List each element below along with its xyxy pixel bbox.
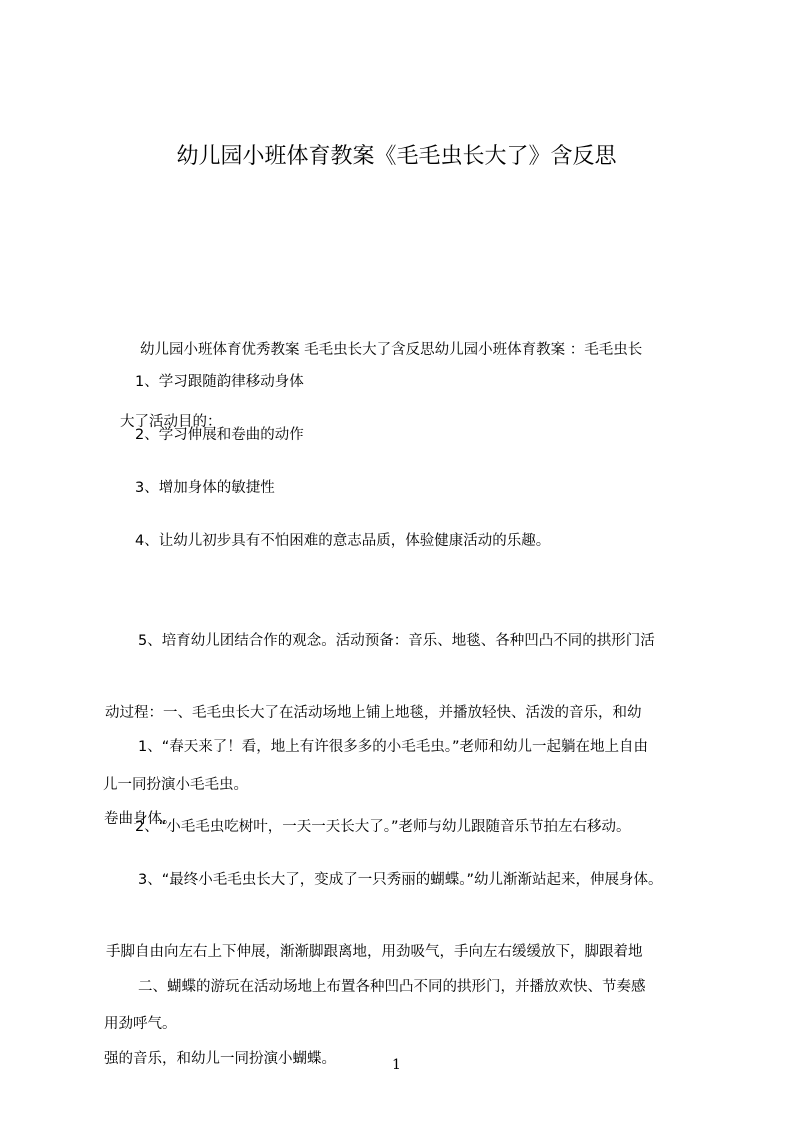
page-number: 1 bbox=[392, 1057, 401, 1073]
part-2-paragraph bbox=[104, 927, 646, 1119]
intro-line-1: 幼儿园小班体育优秀教案 毛毛虫长大了含反思幼儿园小班体育教案 ：毛毛虫长 bbox=[140, 342, 643, 358]
goal5-line-1: 5、培育幼儿团结合作的观念。活动预备：音乐、地毯、各种凹凸不同的拱形门活 bbox=[138, 633, 655, 649]
goal-item-3: 3、增加身体的敏捷性 bbox=[135, 480, 275, 496]
part2-line-2: 强的音乐，和幼儿一同扮演小蝴蝶。 bbox=[104, 1051, 336, 1067]
goal-item-1: 1、学习跟随韵律移动身体 bbox=[135, 374, 304, 390]
step1-line-1: 1、“春天来了！看，地上有许很多多的小毛毛虫。”老师和幼儿一起躺在地上自由 bbox=[138, 739, 648, 755]
step1-line-2: 卷曲身体。 bbox=[104, 811, 177, 827]
goal-item-2: 2、学习伸展和卷曲的动作 bbox=[135, 427, 304, 443]
document-title: 幼儿园小班体育教案《毛毛虫长大了》含反思 bbox=[176, 144, 617, 169]
step2-line-1: 2、“小毛毛虫吃树叶，一天一天长大了。”老师与幼儿跟随音乐节拍左右移动。 bbox=[135, 819, 631, 835]
step3-line-2: 手脚自由向左右上下伸展，渐渐脚跟离地，用劲吸气，手向左右缓缓放下，脚跟着地 bbox=[106, 944, 643, 960]
step3-line-3: 用劲呼气。 bbox=[104, 1016, 177, 1032]
intro-line-2: 大了活动目的： bbox=[120, 414, 222, 430]
goal-item-4: 4、让幼儿初步具有不怕困难的意志品质，体验健康活动的乐趣。 bbox=[135, 533, 551, 549]
part2-line-1: 二、蝴蝶的游玩在活动场地上布置各种凹凸不同的拱形门，并播放欢快、节奏感 bbox=[138, 979, 646, 995]
goal5-line-3: 儿一同扮演小毛毛虫。 bbox=[103, 777, 248, 793]
goal5-line-2: 动过程：一、毛毛虫长大了在活动场地上铺上地毯，并播放轻快、活泼的音乐，和幼 bbox=[105, 705, 642, 721]
step3-line-1: 3、“最终小毛毛虫长大了，变成了一只秀丽的蝴蝶。”幼儿渐渐站起来，伸展身体。 bbox=[138, 872, 663, 888]
